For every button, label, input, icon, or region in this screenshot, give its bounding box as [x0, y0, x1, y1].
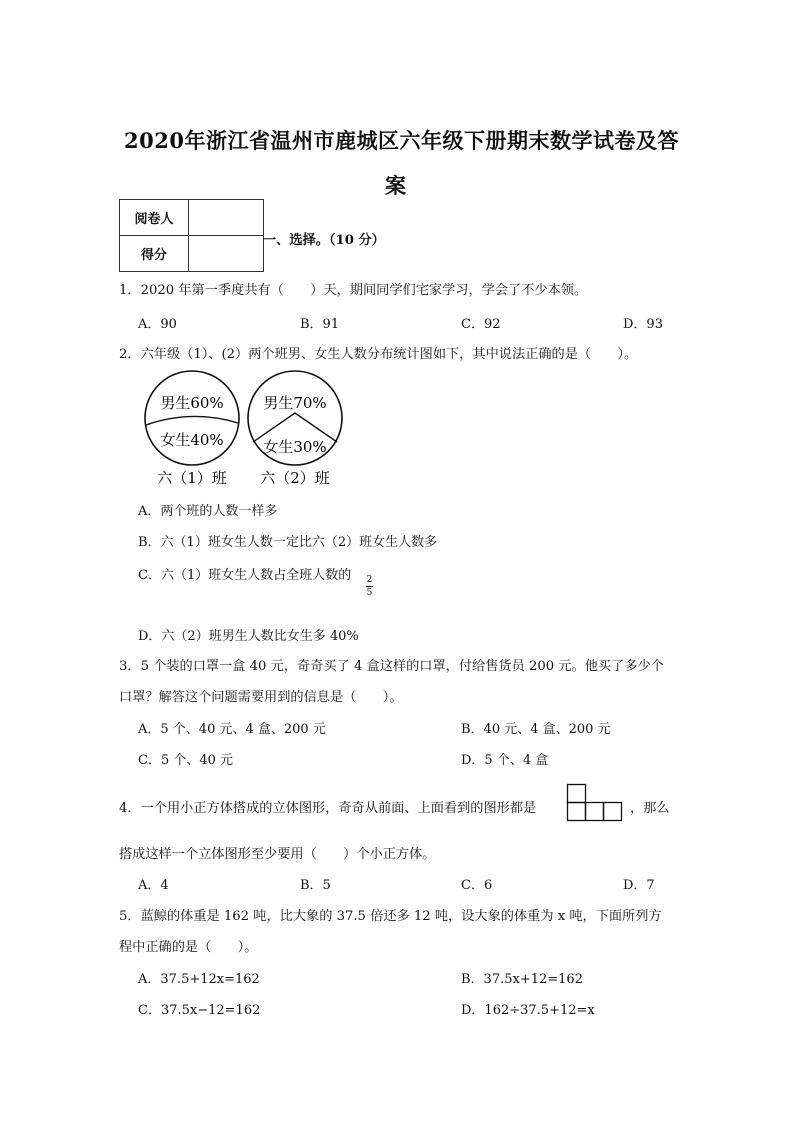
class-2-boys-label: 男生70% — [263, 394, 327, 412]
class-2-label: 六（2）班 — [260, 469, 330, 487]
q5-option-b[interactable]: B．37.5x+12=162 — [461, 972, 583, 987]
question-5-line-1: 5．蓝鲸的体重是 162 吨，比大象的 37.5 倍还多 12 吨，设大象的体重为 x 吨，下面所列方 — [119, 909, 662, 924]
q3-option-c[interactable]: C．5 个、40 元 — [138, 753, 234, 768]
question-4-line-2: 搭成这样一个立体图形至少要用（ ）个小正方体。 — [119, 847, 436, 862]
question-3-line-1: 3．5 个装的口罩一盒 40 元，奇奇买了 4 盒这样的口罩，付给售货员 200 元。他买了多少个 — [119, 659, 664, 674]
class-1-boys-label: 男生60% — [160, 394, 224, 412]
q2-option-b[interactable]: B．六（1）班女生人数一定比六（2）班女生人数多 — [138, 535, 438, 550]
q4-option-a[interactable]: A．4 — [138, 878, 169, 893]
class-1-girls-label: 女生40% — [160, 431, 224, 449]
question-3-line-2: 口罩？解答这个问题需要用到的信息是（ ）。 — [119, 690, 403, 705]
class-1-circle — [145, 371, 239, 465]
fraction-numerator: 2 — [366, 575, 373, 585]
q5-option-c[interactable]: C．37.5x−12=162 — [138, 1003, 261, 1018]
q3-option-b[interactable]: B．40 元、4 盒、200 元 — [461, 722, 611, 737]
reviewer-blank — [189, 200, 264, 236]
score-label: 得分 — [120, 236, 189, 272]
cube-view-figure — [566, 783, 624, 823]
q1-option-c[interactable]: C．92 — [461, 317, 501, 332]
class-gender-pie-figure — [140, 365, 360, 493]
q2-option-d[interactable]: D．六（2）班男生人数比女生多 40% — [138, 629, 359, 644]
score-blank — [189, 236, 264, 272]
q2-option-c[interactable]: C．六（1）班女生人数占全班人数的 — [138, 568, 352, 583]
class-1-divider — [146, 416, 238, 425]
q4-option-b[interactable]: B．5 — [300, 878, 331, 893]
page-title-line-1: 2020年浙江省温州市鹿城区六年级下册期末数学试卷及答 — [124, 128, 679, 153]
question-1-text: 1．2020 年第一季度共有（ ）天，期间同学们宅家学习，学会了不少本领。 — [119, 283, 588, 298]
q5-option-d[interactable]: D．162÷37.5+12=x — [461, 1003, 595, 1018]
q3-option-a[interactable]: A．5 个、40 元、4 盒、200 元 — [138, 722, 326, 737]
question-5-line-2: 程中正确的是（ ）。 — [119, 940, 258, 955]
q2-option-a[interactable]: A．两个班的人数一样多 — [138, 504, 278, 519]
q5-option-a[interactable]: A．37.5+12x=162 — [138, 972, 260, 987]
question-2-text: 2．六年级（1）、(2）两个班男、女生人数分布统计图如下，其中说法正确的是（ ）。 — [119, 347, 638, 362]
q2-option-c-fraction — [366, 575, 373, 598]
q3-option-d[interactable]: D．5 个、4 盒 — [461, 753, 549, 768]
q1-option-a[interactable]: A．90 — [138, 317, 177, 332]
reviewer-label: 阅卷人 — [120, 200, 189, 236]
class-2-girls-label: 女生30% — [263, 438, 327, 456]
question-4-line-1a: 4．一个用小正方体搭成的立体图形，奇奇从前面、上面看到的图形都是 — [119, 801, 537, 816]
q1-option-d[interactable]: D．93 — [623, 317, 663, 332]
q1-option-b[interactable]: B．91 — [300, 317, 340, 332]
page-title-line-2: 案 — [385, 173, 407, 198]
q4-option-c[interactable]: C．6 — [461, 878, 493, 893]
q4-option-d[interactable]: D．7 — [623, 878, 655, 893]
score-table — [119, 199, 264, 272]
section-1-heading: 一、选择。（10 分） — [263, 233, 385, 248]
question-4-line-1b: ，那么 — [630, 801, 670, 816]
class-1-label: 六（1）班 — [157, 469, 227, 487]
fraction-denominator: 5 — [366, 588, 373, 598]
